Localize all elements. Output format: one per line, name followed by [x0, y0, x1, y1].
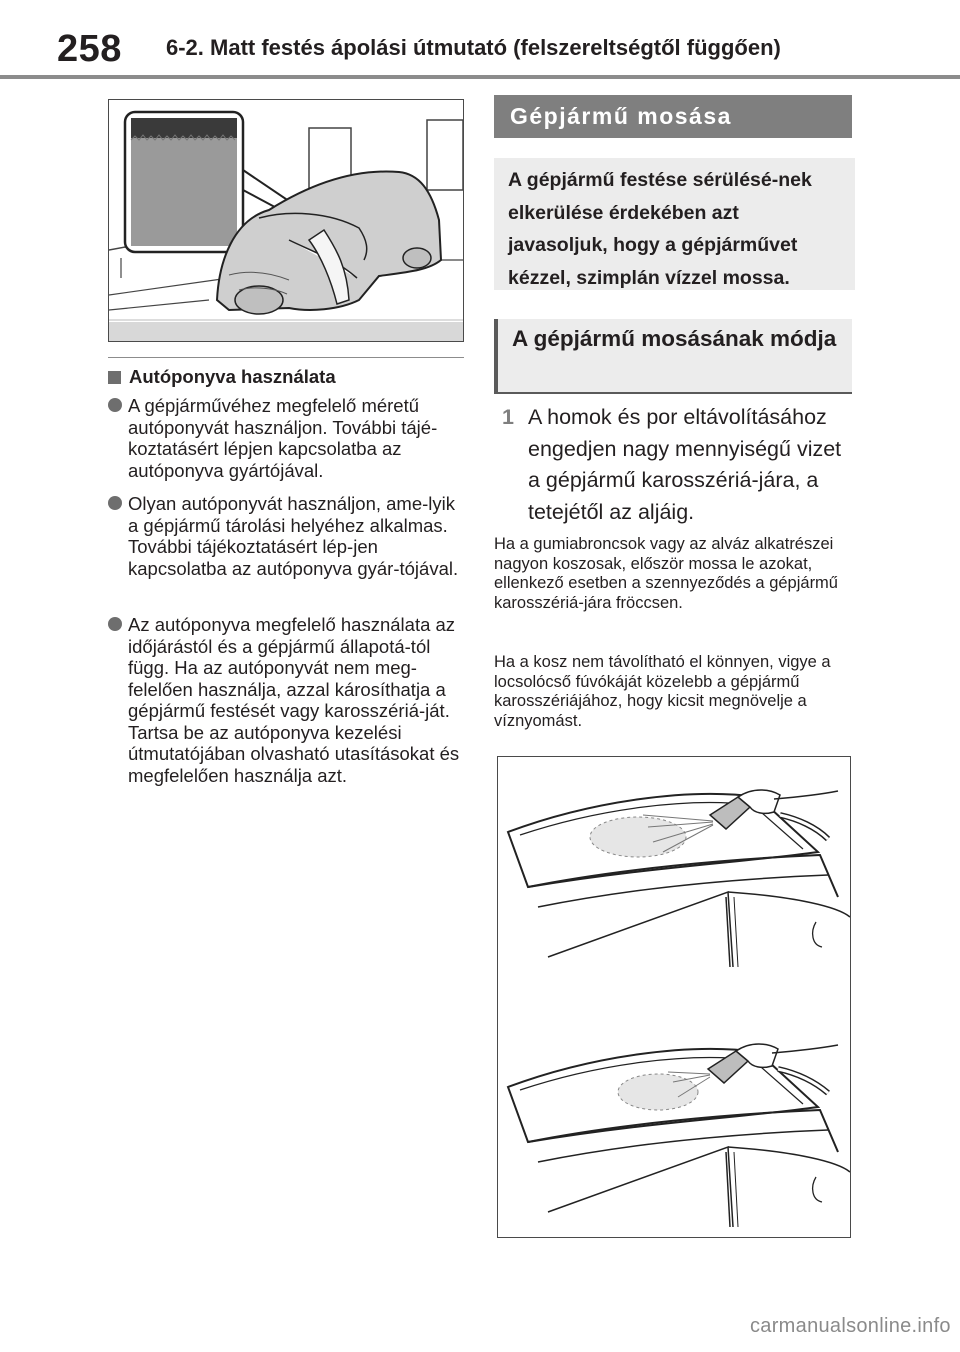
car-cover-subheading-text: Autóponyva használata — [129, 366, 336, 387]
bullet-text: Az autóponyva megfelelő használata az időjárástól és a gépjármű állapotá-tól függ. Ha az autóponyvát nem meg-felelően használja, azzal károsíthatja a gépjármű festését vagy karosszériá-ját. Tartsa be az autóponyva kezelési útmutatójában olvasható utasításokat és megfelelően használja azt. — [128, 614, 460, 786]
washing-note: A gépjármű festése sérülésé-nek elkerülése érdekében azt javasoljuk, hogy a gépjárművet kézzel, szimplán vízzel mossa. — [494, 158, 855, 290]
paragraph: Ha a kosz nem távolítható el könnyen, vigye a locsolócső fúvókáját közelebb a gépjármű karosszériájához, hogy kicsit megnövelje a víznyomást. — [494, 653, 831, 730]
page-number: 258 — [57, 28, 122, 70]
bullet-item — [108, 395, 464, 481]
bullet-dot-icon — [108, 398, 122, 412]
footer-watermark: carmanualsonline.info — [750, 1315, 951, 1337]
hose-washing-illustration — [497, 756, 851, 1238]
washing-method-heading: A gépjármű mosásának módja — [494, 319, 852, 394]
bullet-item — [108, 493, 464, 579]
section-title: 6-2. Matt festés ápolási útmutató (felszereltségtől függően) — [166, 35, 781, 60]
step-text: A homok és por eltávolításához engedjen nagy mennyiségű vizet a gépjármű karosszériá-jára, a tetejétől az aljáig. — [528, 405, 842, 524]
step-number: 1 — [502, 405, 514, 429]
square-bullet-icon — [108, 371, 121, 384]
bullet-item — [108, 614, 464, 786]
header-divider — [0, 75, 960, 79]
subheading-divider — [108, 357, 464, 358]
car-cover-illustration — [108, 99, 464, 342]
bullet-text: Olyan autóponyvát használjon, ame-lyik a gépjármű tárolási helyéhez alkalmas. További tájékoztatásért lép-jen kapcsolatba az autóponyva gyár-tójával. — [128, 493, 459, 579]
bullet-text: A gépjárművéhez megfelelő méretű autóponyvát használjon. További tájé-koztatásért lépjen kapcsolatba az autóponyva gyártójával. — [128, 395, 438, 481]
paragraph: Ha a gumiabroncsok vagy az alváz alkatrészei nagyon koszosak, először mossa le azokat, ellenkező esetben a szennyeződés a gépjármű karosszériá-jára fröccsen. — [494, 535, 838, 612]
bullet-dot-icon — [108, 617, 122, 631]
washing-section-title: Gépjármű mosása — [494, 95, 852, 138]
car-cover-subheading — [108, 366, 336, 388]
step-item — [494, 402, 854, 528]
bullet-dot-icon — [108, 496, 122, 510]
